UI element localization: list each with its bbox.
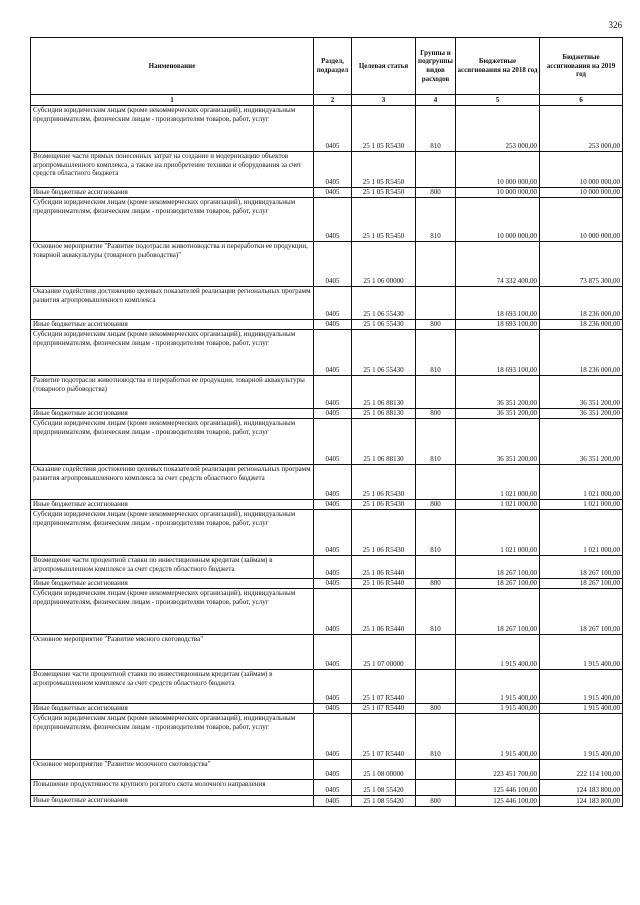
cell-target: 25 1 06 88130 bbox=[352, 409, 416, 419]
cell-name: Иные бюджетные ассигнования bbox=[31, 704, 314, 714]
cell-2019: 1 915 400,00 bbox=[540, 635, 623, 670]
cell-2019: 1 915 400,00 bbox=[540, 704, 623, 714]
cell-section: 0405 bbox=[314, 670, 352, 704]
cell-name: Иные бюджетные ассигнования bbox=[31, 796, 314, 807]
cell-2018: 1 915 400,00 bbox=[456, 635, 540, 670]
cell-group: 810 bbox=[416, 198, 456, 242]
cell-2018: 10 000 000,00 bbox=[456, 152, 540, 188]
cell-group: 810 bbox=[416, 714, 456, 760]
cell-section: 0405 bbox=[314, 556, 352, 579]
cell-name: Оказание содействия достижению целевых показателей реализации региональных программ развития агропромышленного комплекса bbox=[31, 287, 314, 320]
cell-name: Основное мероприятие "Развитие подотрасли животноводства и переработки ее продукции, товарной аквакультуры (товарного рыбоводства)" bbox=[31, 242, 314, 287]
cell-target: 25 1 06 55430 bbox=[352, 330, 416, 376]
cell-group bbox=[416, 465, 456, 500]
cell-2018: 18 693 100,00 bbox=[456, 287, 540, 320]
cell-group: 800 bbox=[416, 500, 456, 510]
cell-target: 25 1 07 00000 bbox=[352, 635, 416, 670]
cell-2018: 10 000 000,00 bbox=[456, 188, 540, 198]
cell-name: Основное мероприятие "Развитие молочного скотоводства" bbox=[31, 760, 314, 780]
cell-target: 25 1 06 R5440 bbox=[352, 579, 416, 589]
cell-2019: 1 915 400,00 bbox=[540, 670, 623, 704]
cell-2019: 1 021 000,00 bbox=[540, 500, 623, 510]
cell-group: 800 bbox=[416, 579, 456, 589]
table-row bbox=[31, 760, 623, 780]
cell-group: 810 bbox=[416, 419, 456, 465]
table-row bbox=[31, 635, 623, 670]
cell-2019: 18 236 000,00 bbox=[540, 320, 623, 330]
cell-target: 25 1 06 R5430 bbox=[352, 500, 416, 510]
cell-group: 800 bbox=[416, 704, 456, 714]
cell-group: 810 bbox=[416, 589, 456, 635]
cell-group bbox=[416, 152, 456, 188]
table-row bbox=[31, 152, 623, 188]
table-row bbox=[31, 556, 623, 579]
table-row bbox=[31, 198, 623, 242]
cell-2019: 18 267 100,00 bbox=[540, 556, 623, 579]
cell-2018: 36 351 200,00 bbox=[456, 409, 540, 419]
cell-name: Субсидии юридическим лицам (кроме некоммерческих организаций), индивидуальным предпринимателям, физическим лицам - производителям товаров, работ, услуг bbox=[31, 714, 314, 760]
cell-target: 25 1 06 R5440 bbox=[352, 556, 416, 579]
cell-group: 800 bbox=[416, 796, 456, 807]
cell-2018: 10 000 000,00 bbox=[456, 198, 540, 242]
cell-2019: 36 351 200,00 bbox=[540, 409, 623, 419]
cell-2018: 18 267 100,00 bbox=[456, 579, 540, 589]
cell-section: 0405 bbox=[314, 510, 352, 556]
cell-2018: 1 915 400,00 bbox=[456, 714, 540, 760]
cell-2019: 1 021 000,00 bbox=[540, 510, 623, 556]
cell-target: 25 1 08 00000 bbox=[352, 760, 416, 780]
table-row bbox=[31, 510, 623, 556]
table-row bbox=[31, 704, 623, 714]
column-number: 1 bbox=[31, 95, 314, 106]
column-number: 5 bbox=[456, 95, 540, 106]
cell-target: 25 1 06 88130 bbox=[352, 376, 416, 409]
cell-name: Иные бюджетные ассигнования bbox=[31, 320, 314, 330]
cell-target: 25 1 06 55430 bbox=[352, 287, 416, 320]
cell-target: 25 1 06 88130 bbox=[352, 419, 416, 465]
cell-2018: 18 267 100,00 bbox=[456, 589, 540, 635]
cell-section: 0405 bbox=[314, 152, 352, 188]
cell-section: 0405 bbox=[314, 188, 352, 198]
cell-2018: 18 693 100,00 bbox=[456, 330, 540, 376]
cell-group bbox=[416, 242, 456, 287]
cell-name: Субсидии юридическим лицам (кроме некоммерческих организаций), индивидуальным предпринимателям, физическим лицам - производителям товаров, работ, услуг bbox=[31, 510, 314, 556]
table-row bbox=[31, 330, 623, 376]
cell-section: 0405 bbox=[314, 500, 352, 510]
cell-2019: 36 351 200,00 bbox=[540, 419, 623, 465]
cell-name: Иные бюджетные ассигнования bbox=[31, 188, 314, 198]
table-row bbox=[31, 589, 623, 635]
cell-group bbox=[416, 376, 456, 409]
cell-name: Развитие подотрасли животноводства и переработки ее продукции, товарной аквакультуры (товарного рыбоводства) bbox=[31, 376, 314, 409]
cell-target: 25 1 06 R5430 bbox=[352, 510, 416, 556]
cell-group: 810 bbox=[416, 510, 456, 556]
cell-target: 25 1 06 55430 bbox=[352, 320, 416, 330]
cell-section: 0405 bbox=[314, 106, 352, 152]
cell-section: 0405 bbox=[314, 409, 352, 419]
cell-name: Субсидии юридическим лицам (кроме некоммерческих организаций), индивидуальным предпринимателям, физическим лицам - производителям товаров, работ, услуг bbox=[31, 198, 314, 242]
header-groups: Группы и подгруппы видов расходов bbox=[416, 38, 456, 95]
cell-2019: 10 000 000,00 bbox=[540, 152, 623, 188]
cell-group: 800 bbox=[416, 409, 456, 419]
cell-2019: 1 915 400,00 bbox=[540, 714, 623, 760]
table-row bbox=[31, 287, 623, 320]
cell-name: Возмещение части процентной ставки по инвестиционным кредитам (займам) в агропромышленном комплексе за счет средств областного бюджета bbox=[31, 556, 314, 579]
header-2018: Бюджетные ассигнования на 2018 год bbox=[456, 38, 540, 95]
table-row bbox=[31, 780, 623, 796]
table-header-row bbox=[31, 38, 623, 95]
cell-section: 0405 bbox=[314, 714, 352, 760]
table-row bbox=[31, 376, 623, 409]
cell-name: Субсидии юридическим лицам (кроме некоммерческих организаций), индивидуальным предпринимателям, физическим лицам - производителям товаров, работ, услуг bbox=[31, 106, 314, 152]
header-2019: Бюджетные ассигнования на 2019 год bbox=[540, 38, 623, 95]
cell-2019: 18 267 100,00 bbox=[540, 589, 623, 635]
cell-section: 0405 bbox=[314, 242, 352, 287]
cell-section: 0405 bbox=[314, 198, 352, 242]
cell-section: 0405 bbox=[314, 419, 352, 465]
cell-name: Субсидии юридическим лицам (кроме некоммерческих организаций), индивидуальным предпринимателям, физическим лицам - производителям товаров, работ, услуг bbox=[31, 589, 314, 635]
table-row bbox=[31, 500, 623, 510]
header-name: Наименование bbox=[31, 38, 314, 95]
cell-section: 0405 bbox=[314, 465, 352, 500]
cell-2018: 1 915 400,00 bbox=[456, 670, 540, 704]
cell-name: Субсидии юридическим лицам (кроме некоммерческих организаций), индивидуальным предпринимателям, физическим лицам - производителям товаров, работ, услуг bbox=[31, 330, 314, 376]
cell-group: 800 bbox=[416, 320, 456, 330]
cell-2018: 74 332 400,00 bbox=[456, 242, 540, 287]
cell-group bbox=[416, 760, 456, 780]
cell-group: 810 bbox=[416, 106, 456, 152]
cell-2018: 125 446 100,00 bbox=[456, 780, 540, 796]
cell-group bbox=[416, 556, 456, 579]
cell-2019: 1 021 000,00 bbox=[540, 465, 623, 500]
header-target: Целевая статья bbox=[352, 38, 416, 95]
cell-target: 25 1 05 R5450 bbox=[352, 152, 416, 188]
cell-section: 0405 bbox=[314, 704, 352, 714]
header-section: Раздел, подраздел bbox=[314, 38, 352, 95]
cell-group bbox=[416, 670, 456, 704]
cell-section: 0405 bbox=[314, 376, 352, 409]
cell-group bbox=[416, 287, 456, 320]
cell-2019: 10 000 000,00 bbox=[540, 188, 623, 198]
cell-target: 25 1 08 55420 bbox=[352, 796, 416, 807]
cell-section: 0405 bbox=[314, 760, 352, 780]
table-row bbox=[31, 188, 623, 198]
cell-2019: 10 000 000,00 bbox=[540, 198, 623, 242]
cell-target: 25 1 06 R5430 bbox=[352, 465, 416, 500]
table-row bbox=[31, 106, 623, 152]
cell-section: 0405 bbox=[314, 287, 352, 320]
table-row bbox=[31, 465, 623, 500]
cell-section: 0405 bbox=[314, 330, 352, 376]
cell-2019: 124 183 800,00 bbox=[540, 780, 623, 796]
cell-section: 0405 bbox=[314, 796, 352, 807]
cell-name: Субсидии юридическим лицам (кроме некоммерческих организаций), индивидуальным предпринимателям, физическим лицам - производителям товаров, работ, услуг bbox=[31, 419, 314, 465]
cell-section: 0405 bbox=[314, 635, 352, 670]
cell-name: Иные бюджетные ассигнования bbox=[31, 409, 314, 419]
cell-2018: 125 446 100,00 bbox=[456, 796, 540, 807]
cell-group bbox=[416, 780, 456, 796]
column-number: 6 bbox=[540, 95, 623, 106]
table-row bbox=[31, 409, 623, 419]
cell-target: 25 1 07 R5440 bbox=[352, 670, 416, 704]
cell-group bbox=[416, 635, 456, 670]
cell-section: 0405 bbox=[314, 579, 352, 589]
cell-2019: 73 875 300,00 bbox=[540, 242, 623, 287]
cell-name: Возмещение части прямых понесенных затрат на создание и модернизацию объектов агропромышленного комплекса, а также на приобретение техники и оборудования за счет средств областного бюджета bbox=[31, 152, 314, 188]
cell-2019: 18 236 000,00 bbox=[540, 287, 623, 320]
cell-target: 25 1 06 00000 bbox=[352, 242, 416, 287]
table-row bbox=[31, 579, 623, 589]
cell-name: Иные бюджетные ассигнования bbox=[31, 500, 314, 510]
cell-2018: 1 915 400,00 bbox=[456, 704, 540, 714]
page-number: 326 bbox=[608, 20, 622, 30]
cell-2018: 223 451 700,00 bbox=[456, 760, 540, 780]
budget-table bbox=[30, 37, 623, 807]
table-row bbox=[31, 419, 623, 465]
column-number: 3 bbox=[352, 95, 416, 106]
cell-2019: 36 351 200,00 bbox=[540, 376, 623, 409]
cell-2019: 222 114 100,00 bbox=[540, 760, 623, 780]
cell-2018: 1 021 000,00 bbox=[456, 510, 540, 556]
cell-group: 810 bbox=[416, 330, 456, 376]
table-row bbox=[31, 796, 623, 807]
column-number: 4 bbox=[416, 95, 456, 106]
cell-2018: 18 693 100,00 bbox=[456, 320, 540, 330]
cell-target: 25 1 07 R5440 bbox=[352, 704, 416, 714]
cell-name: Повышение продуктивности крупного рогатого скота молочного направления bbox=[31, 780, 314, 796]
cell-name: Возмещение части процентной ставки по инвестиционным кредитам (займам) в агропромышленном комплексе за счет средств областного бюджета bbox=[31, 670, 314, 704]
cell-2019: 18 267 100,00 bbox=[540, 579, 623, 589]
table-row bbox=[31, 714, 623, 760]
cell-section: 0405 bbox=[314, 780, 352, 796]
cell-target: 25 1 05 R5450 bbox=[352, 188, 416, 198]
cell-2018: 36 351 200,00 bbox=[456, 376, 540, 409]
table-row bbox=[31, 670, 623, 704]
column-number-row bbox=[31, 95, 623, 106]
cell-2018: 1 021 000,00 bbox=[456, 500, 540, 510]
cell-2019: 124 183 800,00 bbox=[540, 796, 623, 807]
cell-2018: 253 000,00 bbox=[456, 106, 540, 152]
table-row bbox=[31, 242, 623, 287]
cell-2018: 36 351 200,00 bbox=[456, 419, 540, 465]
cell-2019: 18 236 000,00 bbox=[540, 330, 623, 376]
cell-target: 25 1 05 R5450 bbox=[352, 198, 416, 242]
table-row bbox=[31, 320, 623, 330]
cell-target: 25 1 07 R5440 bbox=[352, 714, 416, 760]
cell-name: Основное мероприятие "Развитие мясного скотоводства" bbox=[31, 635, 314, 670]
cell-section: 0405 bbox=[314, 320, 352, 330]
cell-target: 25 1 05 R5430 bbox=[352, 106, 416, 152]
cell-section: 0405 bbox=[314, 589, 352, 635]
cell-group: 800 bbox=[416, 188, 456, 198]
column-number: 2 bbox=[314, 95, 352, 106]
cell-2018: 1 021 000,00 bbox=[456, 465, 540, 500]
cell-target: 25 1 08 55420 bbox=[352, 780, 416, 796]
cell-target: 25 1 06 R5440 bbox=[352, 589, 416, 635]
cell-name: Иные бюджетные ассигнования bbox=[31, 579, 314, 589]
cell-name: Оказание содействия достижению целевых показателей реализации региональных программ развития агропромышленного комплекса за счет средств областного бюджета bbox=[31, 465, 314, 500]
table-body bbox=[31, 106, 623, 807]
cell-2018: 18 267 100,00 bbox=[456, 556, 540, 579]
cell-2019: 253 000,00 bbox=[540, 106, 623, 152]
